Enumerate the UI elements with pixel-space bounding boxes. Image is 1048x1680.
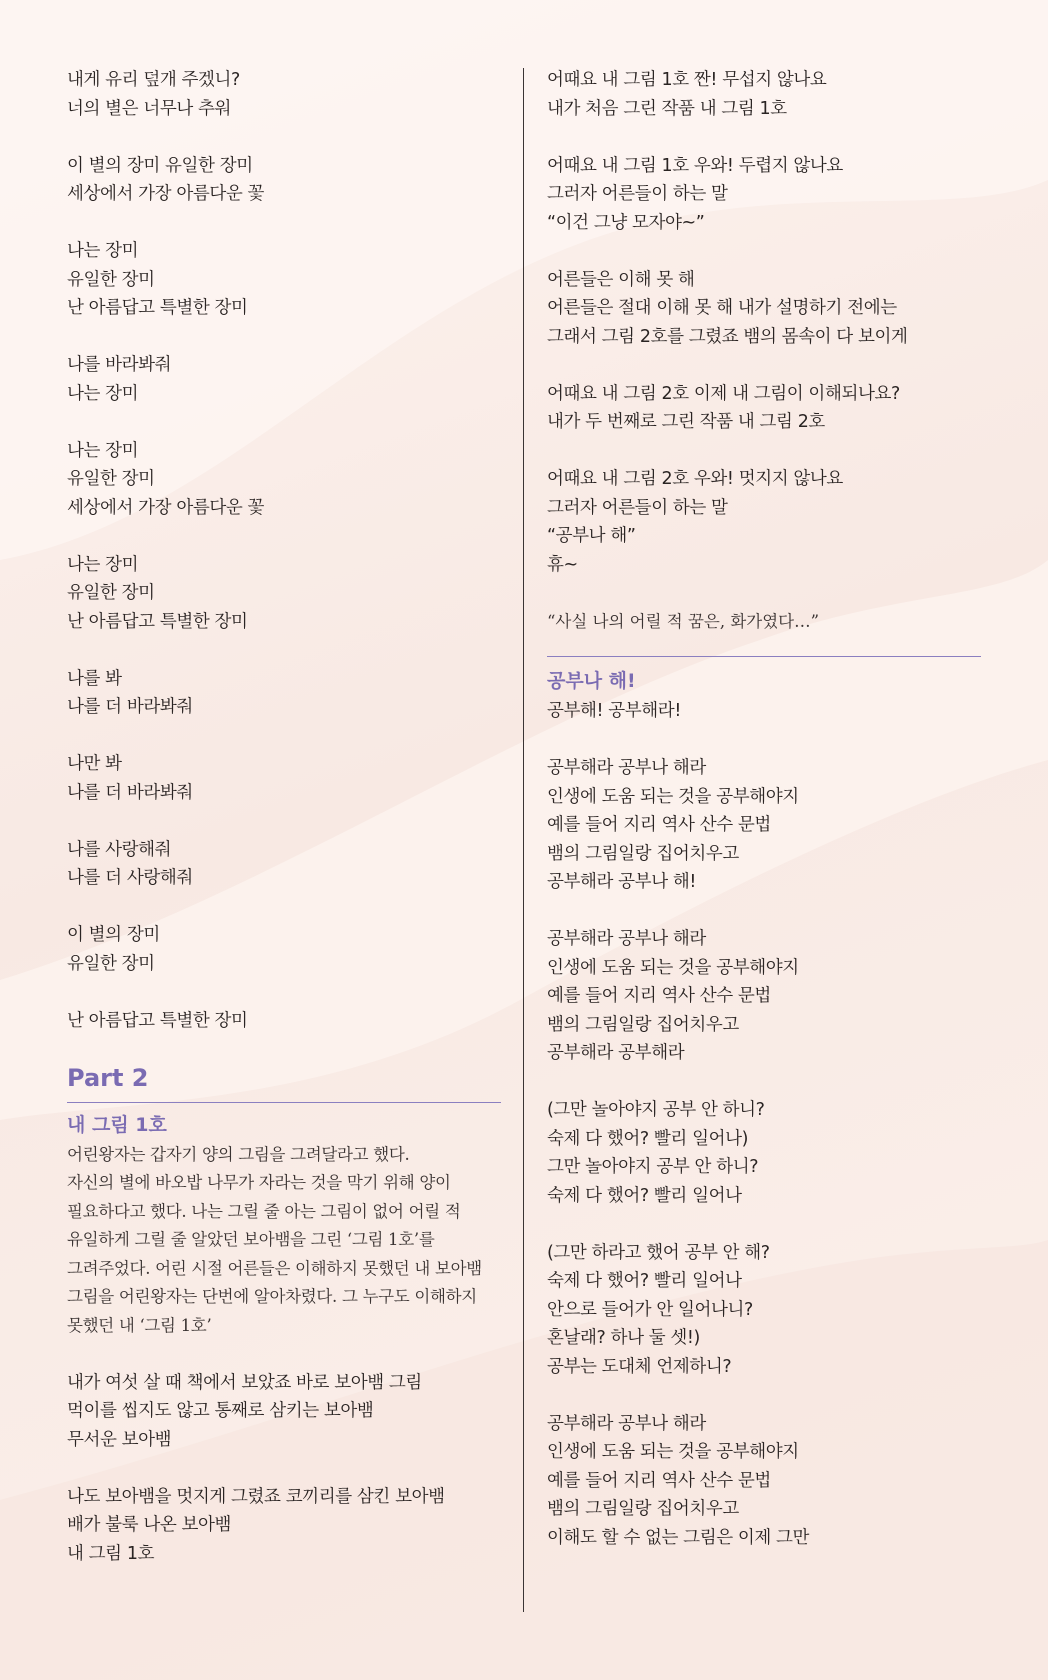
stanza [547, 380, 981, 437]
lyric-line: 나는 장미 [67, 241, 139, 261]
lyric-line: 나를 더 바라봐줘 [67, 697, 193, 717]
lyric-line: 나만 봐 [67, 754, 122, 774]
intro-prose [67, 1141, 501, 1341]
lyric-line: 유일한 장미 [67, 269, 155, 290]
lyric-line: 유일한 장미 [67, 953, 155, 974]
lyric-line: 이해도 할 수 없는 그림은 이제 그만 [547, 1527, 810, 1548]
lyric-line: 공부해라 공부나 해라 [547, 1413, 706, 1434]
lyric-line: 뱀의 그림일랑 집어치우고 [547, 1014, 739, 1035]
lyric-line: 휴~ [547, 554, 578, 575]
stanza [547, 697, 981, 726]
stanza [67, 1369, 501, 1455]
stanza [547, 66, 981, 123]
lyric-line: 내게 유리 덮개 주겠니? [67, 70, 240, 90]
stanza [67, 437, 501, 523]
lyrics-rose [67, 66, 501, 1035]
left-column [67, 66, 501, 1597]
stanza [547, 925, 981, 1068]
stanza [547, 1239, 981, 1382]
lyric-line: “공부나 해” [547, 526, 636, 546]
lyric-line: 인생에 도움 되는 것을 공부해야지 [547, 957, 799, 978]
lyric-line: 난 아름답고 특별한 장미 [67, 611, 248, 632]
prose-line: 못했던 내 ‘그림 1호’ [67, 1315, 212, 1335]
lyric-line: 인생에 도움 되는 것을 공부해야지 [547, 1442, 799, 1462]
stanza [67, 665, 501, 722]
lyric-line: 내 그림 1호 [67, 1543, 155, 1564]
song-title-study: 공부나 해! [547, 670, 636, 692]
part-title: Part 2 [67, 1063, 149, 1092]
lyric-line: 나를 사랑해줘 [67, 839, 172, 860]
stanza [67, 237, 501, 323]
lyric-line: 그러자 어른들이 하는 말 [547, 497, 728, 518]
lyric-line: 예를 들어 지리 역사 산수 문법 [547, 1470, 771, 1491]
lyric-line: 어른들은 절대 이해 못 해 내가 설명하기 전에는 [547, 298, 897, 318]
stanza [67, 1483, 501, 1569]
stanza [547, 1096, 981, 1210]
lyric-line: 숙제 다 했어? 빨리 일어나) [547, 1128, 749, 1149]
lyric-line: “이건 그냥 모자야~” [547, 212, 705, 233]
prose-line: 그려주었다. 어린 시절 어른들은 이해하지 못했던 내 보아뱀 [67, 1258, 482, 1278]
prose-line: 자신의 별에 바오밥 나무가 자라는 것을 막기 위해 양이 [67, 1173, 451, 1192]
lyric-line: 숙제 다 했어? 빨리 일어나 [547, 1271, 742, 1291]
stanza [547, 152, 981, 238]
lyric-line: 나를 바라봐줘 [67, 355, 172, 375]
lyric-line: 공부는 도대체 언제하니? [547, 1356, 732, 1377]
lyric-line: 먹이를 씹지도 않고 통째로 삼키는 보아뱀 [67, 1401, 374, 1421]
lyric-line: 뱀의 그림일랑 집어치우고 [547, 1499, 739, 1519]
lyric-line: 뱀의 그림일랑 집어치우고 [547, 843, 739, 864]
lyric-line: 난 아름답고 특별한 장미 [67, 1010, 248, 1031]
lyric-line: 유일한 장미 [67, 583, 155, 603]
stanza [67, 1007, 501, 1036]
lyric-line: 어때요 내 그림 2호 우와! 멋지지 않나요 [547, 469, 843, 489]
lyric-line: 예를 들어 지리 역사 산수 문법 [547, 986, 771, 1006]
lyric-line: 공부해라 공부나 해라 [547, 758, 706, 778]
lyric-line: 공부해라 공부해라 [547, 1043, 685, 1063]
stanza [547, 1410, 981, 1553]
lyric-line: 배가 불룩 나온 보아뱀 [67, 1515, 232, 1535]
lyric-line: 인생에 도움 되는 것을 공부해야지 [547, 786, 799, 807]
lyric-line: (그만 놀아야지 공부 안 하니? [547, 1100, 765, 1120]
lyric-line: 이 별의 장미 유일한 장미 [67, 155, 253, 176]
lyric-line: 내가 여섯 살 때 책에서 보았죠 바로 보아뱀 그림 [67, 1372, 422, 1393]
lyric-line: 내가 처음 그린 작품 내 그림 1호 [547, 98, 787, 119]
stanza [547, 754, 981, 897]
lyric-line: 공부해라 공부나 해! [547, 872, 696, 892]
stanza [67, 351, 501, 408]
lyric-line: 너의 별은 너무나 추워 [67, 98, 232, 119]
lyric-line: 혼날래? 하나 둘 셋!) [547, 1328, 700, 1348]
lyric-line: 그래서 그림 2호를 그렸죠 뱀의 몸속이 다 보이게 [547, 326, 908, 347]
lyric-line: 어른들은 이해 못 해 [547, 269, 695, 290]
part-rule [67, 1102, 501, 1103]
lyric-line: 나도 보아뱀을 멋지게 그렸죠 코끼리를 삼킨 보아뱀 [67, 1486, 445, 1507]
stanza [67, 66, 501, 123]
lyric-line: 공부해! 공부해라! [547, 701, 681, 721]
stanza [67, 551, 501, 637]
lyric-line: 어때요 내 그림 1호 짠! 무섭지 않나요 [547, 70, 827, 90]
stanza [67, 836, 501, 893]
lyrics-my-drawing [67, 1369, 501, 1569]
column-divider [523, 68, 524, 1612]
lyric-line: 유일한 장미 [67, 469, 155, 489]
dream-quote: “사실 나의 어릴 적 꿈은, 화가였다…” [547, 611, 820, 631]
stanza [67, 750, 501, 807]
prose-line: 그림을 어린왕자는 단번에 알아차렸다. 그 누구도 이해하지 [67, 1287, 477, 1306]
lyric-line: 그러자 어른들이 하는 말 [547, 184, 728, 204]
lyric-line: 나를 봐 [67, 668, 122, 689]
lyric-line: 무서운 보아뱀 [67, 1429, 172, 1450]
stanza [67, 921, 501, 978]
lyric-line: 숙제 다 했어? 빨리 일어나 [547, 1185, 742, 1206]
lyric-line: 나는 장미 [67, 554, 139, 575]
lyric-line: 난 아름답고 특별한 장미 [67, 298, 248, 318]
lyric-line: 내가 두 번째로 그린 작품 내 그림 2호 [547, 412, 825, 432]
lyric-line: 나를 더 바라봐줘 [67, 782, 193, 803]
lyric-line: 그만 놀아야지 공부 안 하니? [547, 1157, 759, 1177]
lyric-line: 나는 장미 [67, 440, 139, 461]
lyric-line: 나를 더 사랑해줘 [67, 868, 193, 888]
lyric-line: 이 별의 장미 [67, 925, 160, 945]
right-column [547, 66, 981, 1581]
song-title-my-drawing: 내 그림 1호 [67, 1113, 167, 1136]
lyric-line: 세상에서 가장 아름다운 꽃 [67, 184, 265, 204]
prose-line: 유일하게 그릴 줄 알았던 보아뱀을 그린 ‘그림 1호’를 [67, 1230, 435, 1249]
lyric-line: 어때요 내 그림 2호 이제 내 그림이 이해되나요? [547, 383, 900, 404]
stanza [547, 465, 981, 579]
lyric-line: 세상에서 가장 아름다운 꽃 [67, 497, 265, 518]
stanza [547, 266, 981, 352]
lyric-line: 예를 들어 지리 역사 산수 문법 [547, 815, 771, 835]
prose-line: 어린왕자는 갑자기 양의 그림을 그려달라고 했다. [67, 1144, 410, 1164]
section-rule [547, 656, 981, 657]
lyric-line: (그만 하라고 했어 공부 안 해? [547, 1242, 770, 1263]
lyrics-my-drawing-continued [547, 66, 981, 579]
stanza [67, 152, 501, 209]
lyric-line: 공부해라 공부나 해라 [547, 929, 706, 949]
lyric-line: 나는 장미 [67, 383, 139, 404]
prose-line: 필요하다고 했다. 나는 그릴 줄 아는 그림이 없어 어릴 적 [67, 1201, 461, 1221]
lyric-line: 어때요 내 그림 1호 우와! 두렵지 않나요 [547, 155, 843, 176]
lyrics-study [547, 697, 981, 1552]
lyric-line: 안으로 들어가 안 일어나니? [547, 1299, 753, 1320]
